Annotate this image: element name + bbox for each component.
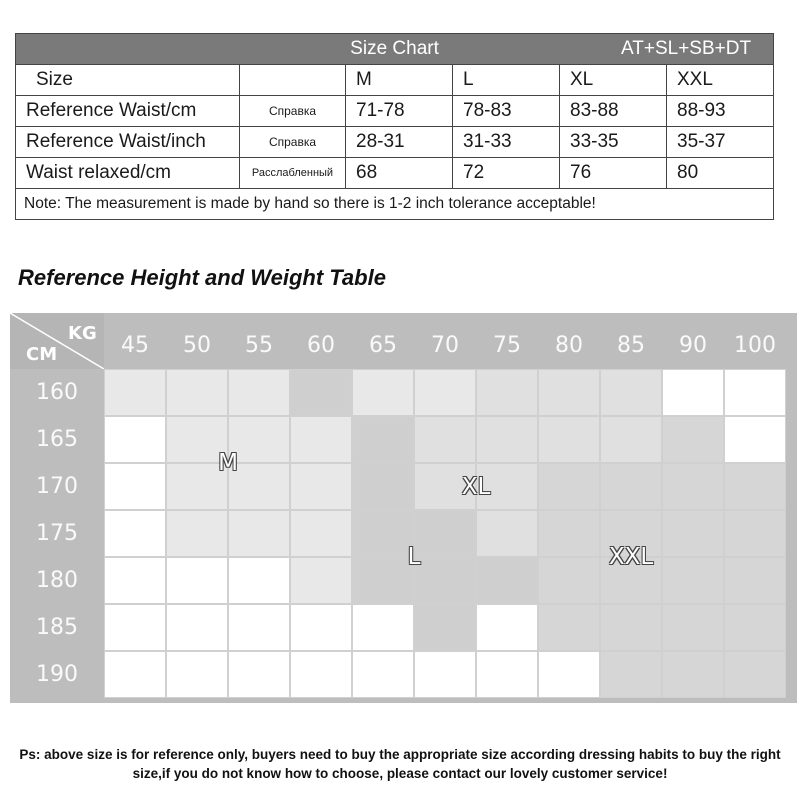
row-value: 33-35 <box>560 127 667 158</box>
grid-cell <box>104 557 166 604</box>
hw-table-heading: Reference Height and Weight Table <box>18 265 386 290</box>
size-region-label: XL <box>461 473 491 500</box>
grid-cell <box>476 510 538 557</box>
size-header-xxl: XXL <box>667 65 774 96</box>
size-header-xl: XL <box>560 65 667 96</box>
weight-kg-label: 80 <box>555 333 583 358</box>
height-cm-label: 165 <box>36 427 78 452</box>
waist-inch-row <box>16 127 774 158</box>
size-chart-title: Size Chart <box>350 38 439 59</box>
grid-cell <box>290 604 352 651</box>
row-note: Справка <box>240 96 346 127</box>
weight-kg-label: 55 <box>245 333 273 358</box>
grid-cell <box>228 557 290 604</box>
row-label: Reference Waist/cm <box>16 96 240 127</box>
height-cm-label: 180 <box>36 568 78 593</box>
footer-note: Ps: above size is for reference only, buyers need to buy the appropriate size according dressing habits to buy the right size,if you do not know how to choose, please contact our lovely customer service! <box>19 747 781 781</box>
grid-cell <box>414 651 476 698</box>
row-value: 88-93 <box>667 96 774 127</box>
weight-kg-label: 90 <box>679 333 707 358</box>
grid-cell <box>414 557 476 604</box>
grid-cell <box>724 369 786 416</box>
grid-cell <box>662 651 724 698</box>
size-chart-table <box>15 33 774 220</box>
size-chart-title-row <box>16 34 774 65</box>
grid-cell <box>414 416 476 463</box>
corner-cm-label: CM <box>26 344 58 365</box>
grid-cell <box>600 604 662 651</box>
row-value: 35-37 <box>667 127 774 158</box>
weight-kg-label: 50 <box>183 333 211 358</box>
height-weight-grid <box>10 313 797 703</box>
grid-cell <box>166 651 228 698</box>
grid-cell <box>538 416 600 463</box>
row-value: 76 <box>560 158 667 189</box>
grid-cell <box>538 369 600 416</box>
grid-cell <box>104 463 166 510</box>
grid-cell <box>290 369 352 416</box>
grid-cell <box>600 416 662 463</box>
grid-cell <box>724 651 786 698</box>
waist-cm-row <box>16 96 774 127</box>
size-header-m: M <box>346 65 453 96</box>
row-value: 71-78 <box>346 96 453 127</box>
size-region-label: XXL <box>608 544 654 570</box>
weight-kg-label: 65 <box>369 333 397 358</box>
grid-cell <box>104 604 166 651</box>
weight-kg-label: 45 <box>121 333 149 358</box>
row-value: 28-31 <box>346 127 453 158</box>
height-cm-label: 175 <box>36 521 78 546</box>
grid-cell <box>538 604 600 651</box>
row-value: 68 <box>346 158 453 189</box>
grid-cell <box>538 463 600 510</box>
grid-cell <box>290 463 352 510</box>
grid-cell <box>600 463 662 510</box>
grid-cell <box>724 604 786 651</box>
row-value: 78-83 <box>453 96 560 127</box>
grid-cell <box>352 369 414 416</box>
grid-cell <box>166 557 228 604</box>
grid-cell <box>228 604 290 651</box>
grid-cell <box>724 463 786 510</box>
grid-cell <box>414 510 476 557</box>
grid-cell <box>290 416 352 463</box>
row-value: 83-88 <box>560 96 667 127</box>
weight-kg-label: 100 <box>734 333 776 358</box>
size-region-label: M <box>218 450 238 476</box>
grid-cell <box>724 510 786 557</box>
height-cm-label: 185 <box>36 615 78 640</box>
grid-cell <box>476 416 538 463</box>
grid-cell <box>600 651 662 698</box>
grid-cell <box>290 651 352 698</box>
size-region-label: L <box>407 544 421 570</box>
size-note-row <box>16 189 774 220</box>
row-value: 72 <box>453 158 560 189</box>
grid-corner <box>10 313 104 369</box>
grid-cell <box>290 510 352 557</box>
grid-cell <box>228 651 290 698</box>
grid-cell <box>352 463 414 510</box>
grid-cell <box>290 557 352 604</box>
grid-cell <box>538 557 600 604</box>
grid-cell <box>538 510 600 557</box>
size-note: Note: The measurement is made by hand so there is 1-2 inch tolerance acceptable! <box>16 189 774 220</box>
grid-cell <box>476 651 538 698</box>
weight-kg-label: 70 <box>431 333 459 358</box>
grid-cell <box>662 369 724 416</box>
grid-cell <box>724 557 786 604</box>
height-cm-label: 160 <box>36 380 78 405</box>
row-value: 31-33 <box>453 127 560 158</box>
weight-kg-label: 85 <box>617 333 645 358</box>
grid-cell <box>352 604 414 651</box>
height-cm-label: 190 <box>36 662 78 687</box>
grid-cell <box>352 557 414 604</box>
weight-kg-label: 75 <box>493 333 521 358</box>
corner-kg-label: KG <box>68 323 97 344</box>
grid-cell <box>104 651 166 698</box>
size-header-label: Size <box>16 65 240 96</box>
size-header-l: L <box>453 65 560 96</box>
grid-cell <box>600 369 662 416</box>
weight-kg-label: 60 <box>307 333 335 358</box>
size-header-blank <box>240 65 346 96</box>
height-cm-label: 170 <box>36 474 78 499</box>
grid-cell <box>538 651 600 698</box>
grid-cell <box>166 604 228 651</box>
grid-cell <box>104 369 166 416</box>
grid-cell <box>166 510 228 557</box>
size-chart-code: AT+SL+SB+DT <box>620 38 752 59</box>
grid-cell <box>352 416 414 463</box>
size-chart-title-cell <box>16 34 774 65</box>
row-value: 80 <box>667 158 774 189</box>
grid-cell <box>228 510 290 557</box>
grid-cell <box>104 416 166 463</box>
size-header-row <box>16 65 774 96</box>
row-note: Справка <box>240 127 346 158</box>
grid-cell <box>662 416 724 463</box>
grid-cell <box>414 604 476 651</box>
grid-cell <box>476 557 538 604</box>
grid-cell <box>724 416 786 463</box>
waist-relaxed-row <box>16 158 774 189</box>
grid-cell <box>228 369 290 416</box>
grid-cell <box>414 369 476 416</box>
grid-cell <box>352 651 414 698</box>
grid-cell <box>662 557 724 604</box>
grid-cell <box>476 369 538 416</box>
grid-cell <box>662 510 724 557</box>
grid-cell <box>662 463 724 510</box>
grid-cell <box>476 604 538 651</box>
row-label: Reference Waist/inch <box>16 127 240 158</box>
row-label: Waist relaxed/cm <box>16 158 240 189</box>
grid-cell <box>662 604 724 651</box>
grid-cell <box>166 369 228 416</box>
grid-cell <box>104 510 166 557</box>
grid-cell <box>352 510 414 557</box>
row-note: Расслабленный <box>240 158 346 189</box>
